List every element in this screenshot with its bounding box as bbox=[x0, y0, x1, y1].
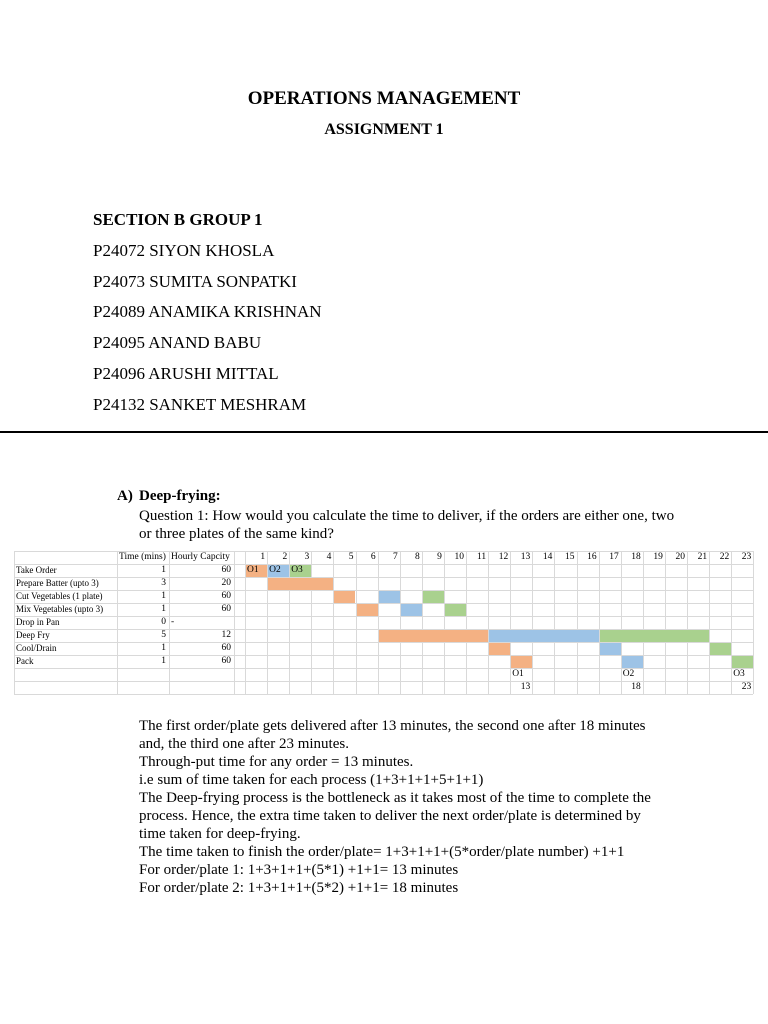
gantt-bar bbox=[357, 604, 378, 616]
gantt-bar bbox=[401, 604, 422, 616]
gantt-bar bbox=[489, 643, 510, 655]
gantt-bar bbox=[511, 656, 532, 668]
minute-header: 20 bbox=[675, 552, 685, 562]
task-name: Drop in Pan bbox=[16, 617, 60, 627]
grid-line-vertical bbox=[234, 551, 235, 694]
minute-header: 7 bbox=[392, 552, 398, 562]
task-time: 3 bbox=[161, 578, 166, 588]
gantt-bar bbox=[600, 630, 710, 642]
task-name: Mix Vegetables (upto 3) bbox=[16, 604, 104, 614]
minute-header: 10 bbox=[454, 552, 464, 562]
minute-header: 14 bbox=[542, 552, 553, 562]
order-label: O3 bbox=[291, 565, 303, 575]
gantt-bar bbox=[600, 643, 621, 655]
document-title: OPERATIONS MANAGEMENT bbox=[247, 88, 521, 109]
task-capacity: 60 bbox=[221, 656, 231, 666]
order-label: O2 bbox=[269, 565, 281, 575]
minute-header: 13 bbox=[520, 552, 531, 562]
answer-line: and, the third one after 23 minutes. bbox=[139, 736, 349, 752]
minute-header: 18 bbox=[631, 552, 641, 562]
answer-line: For order/plate 2: 1+3+1+1+(5*2) +1+1= 18 minutes bbox=[139, 880, 459, 896]
task-time: 1 bbox=[161, 643, 166, 653]
minute-header: 1 bbox=[260, 552, 266, 562]
minute-header: 19 bbox=[653, 552, 663, 562]
task-capacity: 20 bbox=[221, 578, 231, 588]
task-time: 0 bbox=[161, 617, 166, 627]
minute-header: 22 bbox=[719, 552, 730, 562]
minute-header: 16 bbox=[587, 552, 597, 562]
grid-line-vertical bbox=[599, 551, 600, 694]
minute-header: 12 bbox=[498, 552, 509, 562]
task-time: 1 bbox=[161, 591, 166, 601]
question-text: Question 1: How would you calculate the time to deliver, if the orders are either one, two or three plates of the same kind? bbox=[139, 508, 675, 542]
delivery-order-label: O1 bbox=[512, 669, 524, 679]
capacity-column-header: Hourly Capcity bbox=[171, 552, 230, 562]
time-column-header: Time (mins) bbox=[119, 552, 166, 562]
grid-line-vertical bbox=[488, 551, 489, 694]
gantt-bar bbox=[489, 630, 599, 642]
minute-header: 8 bbox=[415, 552, 420, 562]
member-line: P24096 ARUSHI MITTAL bbox=[93, 364, 279, 383]
answer-text bbox=[139, 717, 699, 897]
grid-line-vertical bbox=[621, 551, 622, 694]
section-heading: SECTION B GROUP 1 bbox=[93, 210, 263, 229]
gantt-bar bbox=[379, 591, 400, 603]
minute-header: 5 bbox=[348, 552, 354, 562]
horizontal-rule bbox=[0, 431, 768, 433]
minute-header: 21 bbox=[697, 552, 708, 562]
task-capacity: 60 bbox=[221, 565, 231, 575]
gantt-bar bbox=[445, 604, 466, 616]
answer-line: For order/plate 1: 1+3+1+1+(5*1) +1+1= 13 minutes bbox=[139, 862, 459, 878]
minute-header: 23 bbox=[741, 552, 752, 562]
grid-line-vertical bbox=[643, 551, 644, 694]
delivery-minute-label: 23 bbox=[741, 682, 752, 692]
answer-line: Through-put time for any order = 13 minutes. bbox=[139, 754, 414, 770]
answer-line: The time taken to finish the order/plate= 1+3+1+1+(5*order/plate number) +1+1 bbox=[139, 844, 625, 860]
task-capacity: 12 bbox=[221, 630, 231, 640]
task-capacity: 60 bbox=[221, 643, 231, 653]
member-line: P24072 SIYON KHOSLA bbox=[93, 241, 275, 260]
document-subtitle: ASSIGNMENT 1 bbox=[324, 121, 444, 138]
delivery-order-label: O2 bbox=[622, 669, 635, 679]
minute-header: 4 bbox=[326, 552, 332, 562]
order-label: O1 bbox=[247, 565, 259, 575]
grid-line-vertical bbox=[466, 551, 467, 694]
minute-header: 17 bbox=[609, 552, 619, 562]
gantt-bar bbox=[622, 656, 643, 668]
member-line: P24089 ANAMIKA KRISHNAN bbox=[93, 302, 322, 321]
minute-header: 3 bbox=[304, 552, 310, 562]
minute-header: 15 bbox=[564, 552, 575, 562]
grid-line-vertical bbox=[14, 551, 15, 694]
answer-line: The Deep-frying process is the bottleneck as it takes most of the time to complete the bbox=[139, 790, 651, 806]
task-time: 1 bbox=[161, 565, 166, 575]
member-line: P24132 SANKET MESHRAM bbox=[93, 395, 307, 414]
grid-line-vertical bbox=[378, 551, 379, 694]
grid-line-vertical bbox=[400, 551, 401, 694]
grid-line-horizontal bbox=[14, 694, 753, 695]
grid-line-vertical bbox=[753, 551, 754, 694]
minute-header: 9 bbox=[437, 552, 442, 562]
minute-header: 6 bbox=[370, 552, 376, 562]
minute-header: 2 bbox=[282, 552, 288, 562]
grid-line-vertical bbox=[356, 551, 357, 694]
delivery-order-label: O3 bbox=[733, 669, 745, 679]
gantt-schedule-table bbox=[14, 551, 754, 697]
gantt-bar bbox=[732, 656, 753, 668]
part-a-marker: A) bbox=[117, 488, 133, 504]
grid-line-vertical bbox=[687, 551, 688, 694]
grid-line-vertical bbox=[709, 551, 710, 694]
answer-line: i.e sum of time taken for each process (1+3+1+1+5+1+1) bbox=[139, 772, 484, 788]
grid-line-vertical bbox=[554, 551, 555, 694]
grid-line-vertical bbox=[731, 551, 732, 694]
gantt-bar bbox=[710, 643, 731, 655]
grid-line-vertical bbox=[532, 551, 533, 694]
gantt-bar bbox=[268, 578, 333, 590]
task-capacity: 60 bbox=[221, 591, 231, 601]
member-line: P24073 SUMITA SONPATKI bbox=[93, 272, 297, 291]
grid-line-vertical bbox=[510, 551, 511, 694]
task-name: Pack bbox=[16, 656, 34, 666]
grid-line-vertical bbox=[665, 551, 666, 694]
task-time: 1 bbox=[161, 656, 166, 666]
grid-line-vertical bbox=[311, 551, 312, 694]
task-name: Deep Fry bbox=[16, 630, 50, 640]
task-capacity: 60 bbox=[221, 604, 231, 614]
task-name: Cut Vegetables (1 plate) bbox=[16, 591, 103, 601]
answer-line: time taken for deep-frying. bbox=[139, 826, 301, 842]
grid-line-vertical bbox=[444, 551, 445, 694]
grid-line-vertical bbox=[577, 551, 578, 694]
part-a-title: Deep-frying: bbox=[139, 488, 221, 504]
task-name: Cool/Drain bbox=[16, 643, 57, 653]
task-time: 5 bbox=[161, 630, 166, 640]
grid-line-vertical bbox=[422, 551, 423, 694]
part-a-heading bbox=[117, 488, 221, 505]
task-name: Take Order bbox=[16, 565, 57, 575]
answer-line: process. Hence, the extra time taken to deliver the next order/plate is determined by bbox=[139, 808, 641, 824]
gantt-bar bbox=[423, 591, 444, 603]
task-capacity: - bbox=[171, 617, 175, 627]
task-name: Prepare Batter (upto 3) bbox=[16, 578, 99, 588]
delivery-minute-label: 13 bbox=[520, 682, 531, 692]
minute-header: 11 bbox=[476, 552, 487, 562]
delivery-minute-label: 18 bbox=[631, 682, 641, 692]
answer-line: The first order/plate gets delivered after 13 minutes, the second one after 18 minutes bbox=[139, 718, 646, 734]
task-time: 1 bbox=[161, 604, 166, 614]
grid-line-vertical bbox=[333, 551, 334, 694]
gantt-bar bbox=[379, 630, 489, 642]
gantt-bar bbox=[334, 591, 355, 603]
member-line: P24095 ANAND BABU bbox=[93, 333, 262, 352]
